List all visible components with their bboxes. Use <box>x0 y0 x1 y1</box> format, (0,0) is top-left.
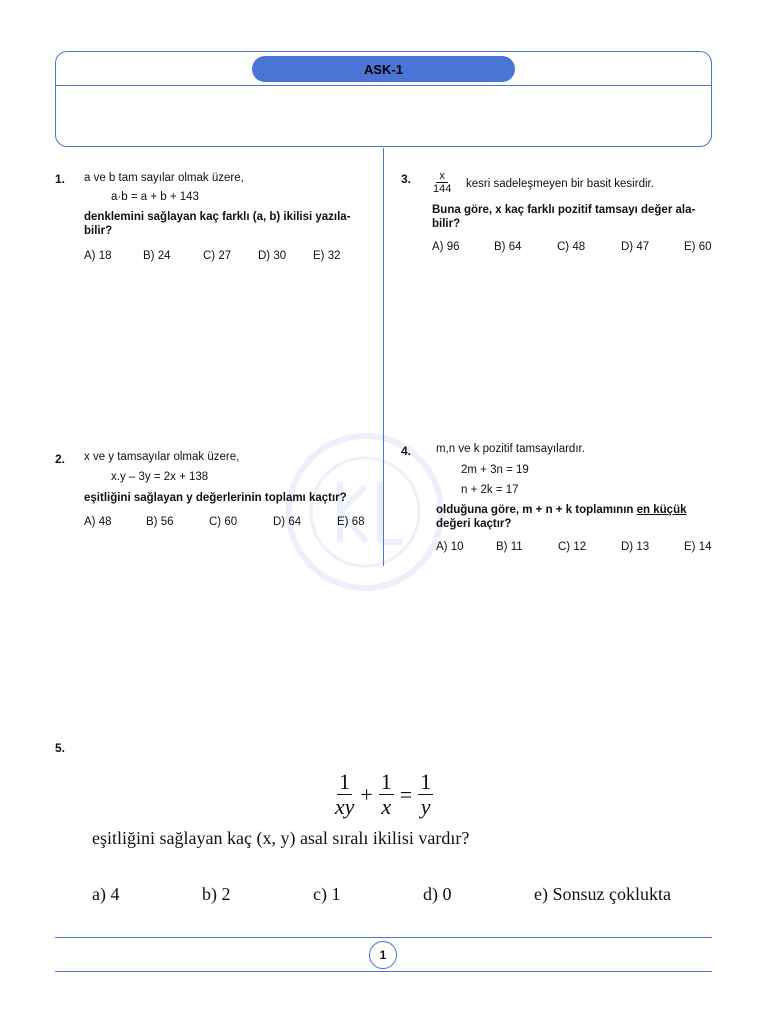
question-4-equation-1: 2m + 3n = 19 <box>461 464 529 476</box>
question-2-line-3: eşitliğini sağlayan y değerlerinin toplamı kaçtır? <box>84 492 347 504</box>
question-2-option-d[interactable]: D) 64 <box>273 516 302 528</box>
question-3-fraction <box>433 170 451 195</box>
question-1-number: 1. <box>55 172 66 186</box>
page-number: 1 <box>369 941 397 969</box>
question-4-equation-2: n + 2k = 17 <box>461 484 519 496</box>
fraction-2-numerator: 1 <box>380 769 392 794</box>
question-3-option-a[interactable]: A) 96 <box>432 241 460 253</box>
question-5-fraction-1 <box>335 770 355 819</box>
question-2-number: 2. <box>55 452 66 466</box>
question-1-option-d[interactable]: D) 30 <box>258 250 287 262</box>
question-4-number: 4. <box>401 444 412 458</box>
question-1-option-a[interactable]: A) 18 <box>84 250 112 262</box>
question-4-line-5: değeri kaçtır? <box>436 518 512 530</box>
question-2-option-b[interactable]: B) 56 <box>146 516 174 528</box>
question-4-emphasis: en küçük <box>636 504 687 516</box>
question-3-option-c[interactable]: C) 48 <box>557 241 586 253</box>
question-1-equation: a·b = a + b + 143 <box>111 191 199 203</box>
question-4-line-4-text: olduğuna göre, m + n + k toplamının <box>436 504 634 516</box>
question-1-line-1: a ve b tam sayılar olmak üzere, <box>84 172 244 184</box>
question-5-number: 5. <box>55 741 66 755</box>
question-5-option-c[interactable]: c) 1 <box>313 884 341 904</box>
question-3-fraction-numerator: x <box>436 170 448 183</box>
question-3-number: 3. <box>401 172 412 186</box>
question-3-option-d[interactable]: D) 47 <box>621 241 650 253</box>
question-4-option-b[interactable]: B) 11 <box>496 541 523 553</box>
question-2-option-c[interactable]: C) 60 <box>209 516 238 528</box>
question-3-fraction-denominator: 144 <box>433 183 452 195</box>
question-5-equation <box>0 770 768 819</box>
header-divider <box>55 85 712 86</box>
question-4-option-a[interactable]: A) 10 <box>436 541 464 553</box>
fraction-1-numerator: 1 <box>339 769 351 794</box>
question-4-line-1: m,n ve k pozitif tamsayılardır. <box>436 443 585 455</box>
question-5-option-b[interactable]: b) 2 <box>202 884 231 904</box>
question-3-line-3: bilir? <box>432 218 461 230</box>
fraction-2-denominator: x <box>381 794 392 819</box>
fraction-1-denominator: xy <box>334 794 355 819</box>
question-1-option-c[interactable]: C) 27 <box>203 250 232 262</box>
question-3-line-1: kesri sadeleşmeyen bir basit kesirdir. <box>466 178 654 190</box>
question-1-option-e[interactable]: E) 32 <box>313 250 341 262</box>
equals-sign: = <box>399 781 413 807</box>
question-5-text: eşitliğini sağlayan kaç (x, y) asal sıralı ikilisi vardır? <box>92 828 470 848</box>
question-2-option-e[interactable]: E) 68 <box>337 516 365 528</box>
question-3-line-2: Buna göre, x kaç farklı pozitif tamsayı değer ala- <box>432 204 696 216</box>
question-2-equation: x.y – 3y = 2x + 138 <box>111 471 209 483</box>
question-4-option-d[interactable]: D) 13 <box>621 541 650 553</box>
page-title: ASK-1 <box>252 56 515 82</box>
question-1-option-b[interactable]: B) 24 <box>143 250 171 262</box>
plus-sign: + <box>360 781 373 807</box>
fraction-3-numerator: 1 <box>420 769 432 794</box>
question-2-line-1: x ve y tamsayılar olmak üzere, <box>84 451 240 463</box>
question-5-option-a[interactable]: a) 4 <box>92 884 120 904</box>
question-5-option-e[interactable]: e) Sonsuz çoklukta <box>534 884 671 904</box>
question-4-option-e[interactable]: E) 14 <box>684 541 712 553</box>
question-3-option-b[interactable]: B) 64 <box>494 241 522 253</box>
question-5-option-d[interactable]: d) 0 <box>423 884 452 904</box>
question-1-line-4: bilir? <box>84 225 113 237</box>
school-seal-icon <box>285 432 445 592</box>
question-4-option-c[interactable]: C) 12 <box>558 541 587 553</box>
question-5-fraction-3 <box>418 770 433 819</box>
fraction-3-denominator: y <box>420 794 431 819</box>
question-3-option-e[interactable]: E) 60 <box>684 241 712 253</box>
question-5-fraction-2 <box>379 770 394 819</box>
footer-line-bottom <box>55 971 712 972</box>
question-1-line-3: denklemini sağlayan kaç farklı (a, b) ikilisi yazıla- <box>84 211 351 223</box>
footer-line-top <box>55 937 712 938</box>
question-2-option-a[interactable]: A) 48 <box>84 516 112 528</box>
